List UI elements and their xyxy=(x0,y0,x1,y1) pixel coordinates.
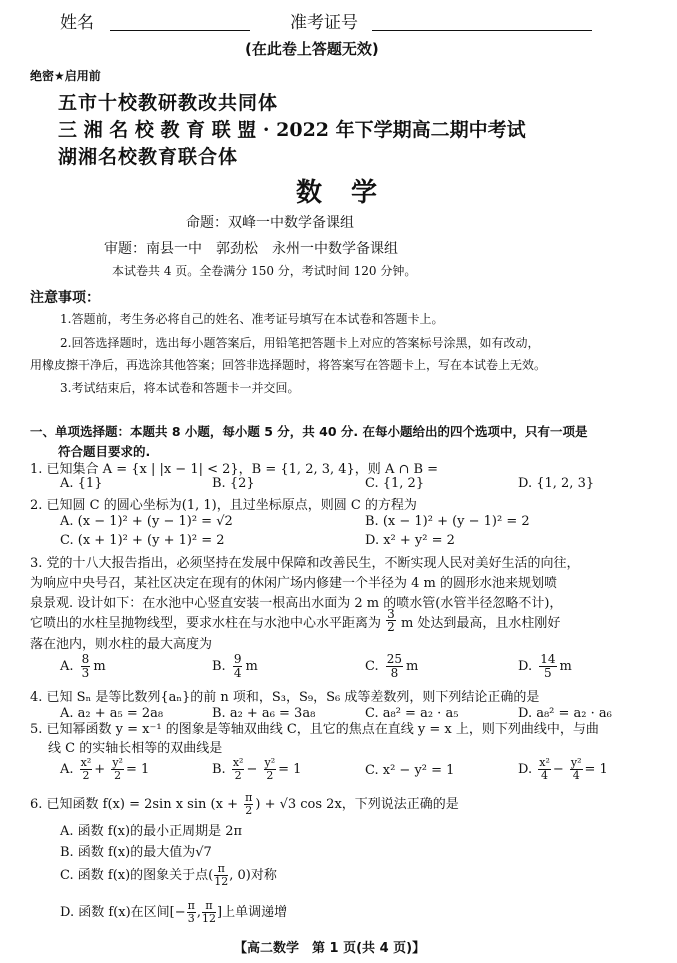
q6-option-a: A. 函数 f(x)的最小正周期是 2π xyxy=(60,824,243,839)
question-3-line: 为响应中央号召，某社区决定在现有的休闲广场内修建一个半径为 4 m 的圆形水池来规划喷 xyxy=(30,576,557,591)
q2-option-a: A. (x − 1)² + (y − 1)² = √2 xyxy=(60,514,233,529)
q3-fraction: $\frac{3}{2}$ xyxy=(387,607,395,634)
paper-info: 本试卷共 4 页。全卷满分 150 分，考试时间 120 分钟。 xyxy=(112,264,417,278)
notice-item: 2.回答选择题时，选出每小题答案后，用铅笔把答题卡上对应的答案标号涂黑，如有改动， xyxy=(60,336,540,350)
question-5-line: 线 C 的实轴长相等的双曲线是 xyxy=(48,741,223,756)
notice-item: 3.考试结束后，将本试卷和答题卡一并交回。 xyxy=(60,381,300,395)
q5-option-c: C. x² − y² = 1 xyxy=(365,763,455,778)
q2-option-b: B. (x − 1)² + (y − 1)² = 2 xyxy=(365,514,530,529)
org-line-2: 三 湘 名 校 教 育 联 盟 · 2022 年下学期高二期中考试 xyxy=(58,119,526,141)
question-4-stem: 4. 已知 Sₙ 是等比数列{aₙ}的前 n 项和，S₃，S₉，S₆ 成等差数列，则下列结论正确的是 xyxy=(30,690,540,705)
q3-text-b: m 处达到最高，且水柱刚好 xyxy=(400,616,561,631)
q5-option-d: D. $\frac{\text{x²}}{4}$ − $\frac{\text{y²}}{4}$ = 1 xyxy=(518,756,608,782)
notice-item: 1.答题前，考生务必将自己的姓名、准考证号填写在本试卷和答题卡上。 xyxy=(60,312,444,326)
q3-option-d: D. $\frac{14}{5}$ m xyxy=(518,652,572,680)
q3-option-c: C. $\frac{25}{8}$ m xyxy=(365,652,419,680)
q5-option-b: B. $\frac{\text{x²}}{2}$ − $\frac{\text{y²}}{2}$ = 1 xyxy=(212,756,302,782)
notice-title: 注意事项： xyxy=(30,290,100,306)
q5-option-a: A. $\frac{\text{x²}}{2}$ + $\frac{\text{y²}}{2}$ = 1 xyxy=(60,756,150,782)
q1-option-b: B. {2} xyxy=(212,476,255,491)
subject-title: 数 学 xyxy=(296,178,388,208)
reviewer: 审题：南县一中 郭劲松 永州一中数学备课组 xyxy=(104,241,398,257)
q6-option-c: C. 函数 f(x)的图象关于点( $\frac{\pi}{12}$ , 0)对称 xyxy=(60,862,277,888)
question-3-line xyxy=(30,607,561,634)
notice-item: 用橡皮擦干净后，再选涂其他答案；回答非选择题时，将答案写在答题卡上，写在本试卷上无效。 xyxy=(30,358,547,372)
q4-option-c: C. a₈² = a₂ · a₅ xyxy=(365,706,459,721)
q1-option-c: C. {1, 2} xyxy=(365,476,425,491)
setter: 命题：双峰一中数学备课组 xyxy=(186,215,354,231)
q3-option-b: B. $\frac{9}{4}$ m xyxy=(212,652,258,680)
question-5-line: 5. 已知幂函数 y = x⁻¹ 的图象是等轴双曲线 C，且它的焦点在直线 y = x 上，则下列曲线中，与曲 xyxy=(30,722,599,737)
q6-option-d: D. 函数 f(x)在区间[− $\frac{\pi}{3}$ , $\frac{\pi}{12}$ ]上单调递增 xyxy=(60,899,288,925)
q4-option-b: B. a₂ + a₆ = 3a₈ xyxy=(212,706,316,721)
question-3-line: 3. 党的十八大报告指出，必须坚持在发展中保障和改善民生，不断实现人民对美好生活的向往， xyxy=(30,556,580,571)
q4-option-a: A. a₂ + a₅ = 2a₈ xyxy=(60,706,164,721)
section-heading: 一、单项选择题：本题共 8 小题，每小题 5 分，共 40 分. 在每小题给出的四个选项中，只有一项是 xyxy=(30,424,588,439)
invalid-note: (在此卷上答题无效) xyxy=(245,40,379,58)
secret-label: 绝密★启用前 xyxy=(30,69,101,83)
q3-option-a: A. $\frac{8}{3}$ m xyxy=(60,652,106,680)
q2-option-d: D. x² + y² = 2 xyxy=(365,533,455,548)
question-3-line: 泉景观. 设计如下：在水池中心竖直安装一根高出水面为 2 m 的喷水管(水管半径忽略不计)， xyxy=(30,596,563,611)
exam-number-blank xyxy=(372,30,592,31)
exam-number-label: 准考证号 xyxy=(290,13,358,33)
q2-option-c: C. (x + 1)² + (y + 1)² = 2 xyxy=(60,533,225,548)
question-2-stem: 2. 已知圆 C 的圆心坐标为(1, 1)，且过坐标原点，则圆 C 的方程为 xyxy=(30,498,417,513)
q4-option-d: D. a₈² = a₂ · a₆ xyxy=(518,706,612,721)
q6-option-b: B. 函数 f(x)的最大值为√7 xyxy=(60,845,212,860)
org-line-3: 湖湘名校教育联合体 xyxy=(58,146,239,168)
q3-text-a: 它喷出的水柱呈抛物线型，要求水柱在与水池中心水平距离为 xyxy=(30,616,382,631)
question-1-stem: 1. 已知集合 A = {x | |x − 1| < 2}，B = {1, 2, 3, 4}，则 A ∩ B = xyxy=(30,462,439,477)
q1-option-a: A. {1} xyxy=(60,476,103,491)
question-3-line: 落在池内，则水柱的最大高度为 xyxy=(30,637,213,652)
page-footer: 【高二数学 第 1 页(共 4 页)】 xyxy=(234,941,426,956)
section-heading-cont: 符合题目要求的. xyxy=(58,444,151,459)
question-6-stem: 6. 已知函数 f(x) = 2sin x sin (x + $\frac{\pi}{2}$ ) + √3 cos 2x，下列说法正确的是 xyxy=(30,791,459,817)
name-blank xyxy=(110,30,250,31)
name-label: 姓名 xyxy=(60,13,94,33)
q1-option-d: D. {1, 2, 3} xyxy=(518,476,595,491)
org-line-1: 五市十校教研教改共同体 xyxy=(58,92,279,114)
